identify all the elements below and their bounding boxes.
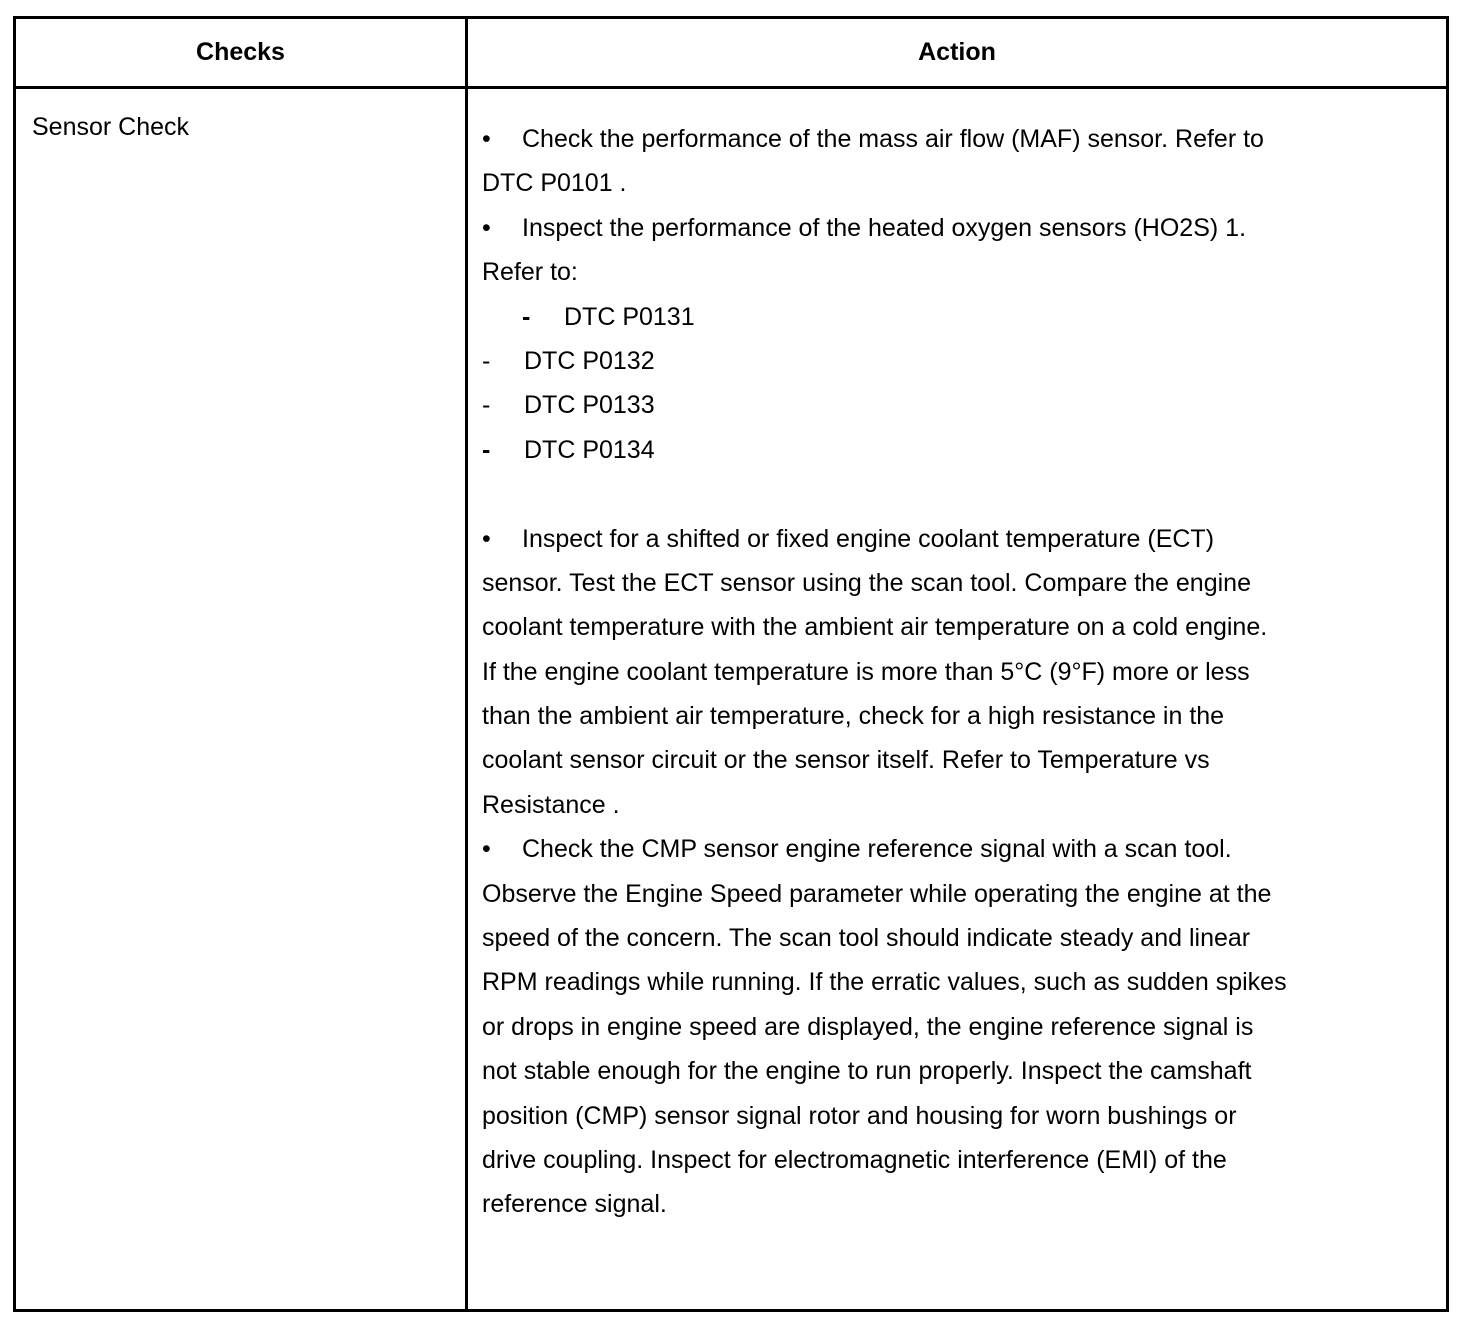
dtc-list-item: - DTC P0132 — [482, 339, 1382, 383]
bullet: • — [482, 524, 491, 553]
dtc-list-item: - DTC P0134 — [482, 428, 1382, 472]
header-divider — [16, 86, 1446, 89]
action-line: than the ambient air temperature, check for a high resistance in the — [482, 702, 1225, 731]
action-line: speed of the concern. The scan tool should indicate steady and linear — [482, 924, 1251, 953]
action-line: Refer to: — [482, 258, 578, 287]
action-line: DTC P0101 . — [482, 169, 627, 198]
action-line: • Check the performance of the mass air flow (MAF) sensor. Refer to — [482, 117, 1382, 161]
check-name-cell: Sensor Check — [32, 113, 190, 141]
column-divider — [465, 19, 468, 1309]
action-line: Observe the Engine Speed parameter while operating the engine at the — [482, 879, 1272, 908]
action-line: • Check the CMP sensor engine reference signal with a scan tool. — [482, 827, 1382, 871]
header-action: Action — [918, 38, 996, 66]
action-line: • Inspect for a shifted or fixed engine coolant temperature (ECT) — [482, 517, 1382, 561]
dash: - — [482, 435, 491, 464]
action-line: coolant temperature with the ambient air temperature on a cold engine. — [482, 613, 1268, 642]
dash: - — [482, 391, 491, 420]
blank-line — [482, 472, 1382, 516]
action-line: reference signal. — [482, 1190, 667, 1219]
action-cell — [482, 117, 1382, 1227]
action-line: RPM readings while running. If the erratic values, such as sudden spikes — [482, 968, 1287, 997]
action-line: position (CMP) sensor signal rotor and housing for worn bushings or — [482, 1101, 1237, 1130]
dtc-list-item: - DTC P0133 — [482, 383, 1382, 427]
dtc-list-item: - DTC P0131 — [482, 295, 1382, 339]
action-line: If the engine coolant temperature is more than 5°C (9°F) more or less — [482, 657, 1250, 686]
dash: - — [482, 346, 491, 375]
action-line: Resistance . — [482, 790, 620, 819]
action-line: coolant sensor circuit or the sensor itself. Refer to Temperature vs — [482, 746, 1210, 775]
bullet: • — [482, 213, 491, 242]
action-line: • Inspect the performance of the heated oxygen sensors (HO2S) 1. — [482, 206, 1382, 250]
bullet: • — [482, 835, 491, 864]
action-line: not stable enough for the engine to run properly. Inspect the camshaft — [482, 1057, 1252, 1086]
header-checks: Checks — [196, 38, 285, 66]
dash: - — [522, 302, 531, 331]
bullet: • — [482, 125, 491, 153]
checks-action-table — [13, 16, 1449, 1312]
action-line: or drops in engine speed are displayed, the engine reference signal is — [482, 1012, 1254, 1041]
action-line: sensor. Test the ECT sensor using the scan tool. Compare the engine — [482, 568, 1251, 597]
action-line: drive coupling. Inspect for electromagnetic interference (EMI) of the — [482, 1145, 1227, 1174]
